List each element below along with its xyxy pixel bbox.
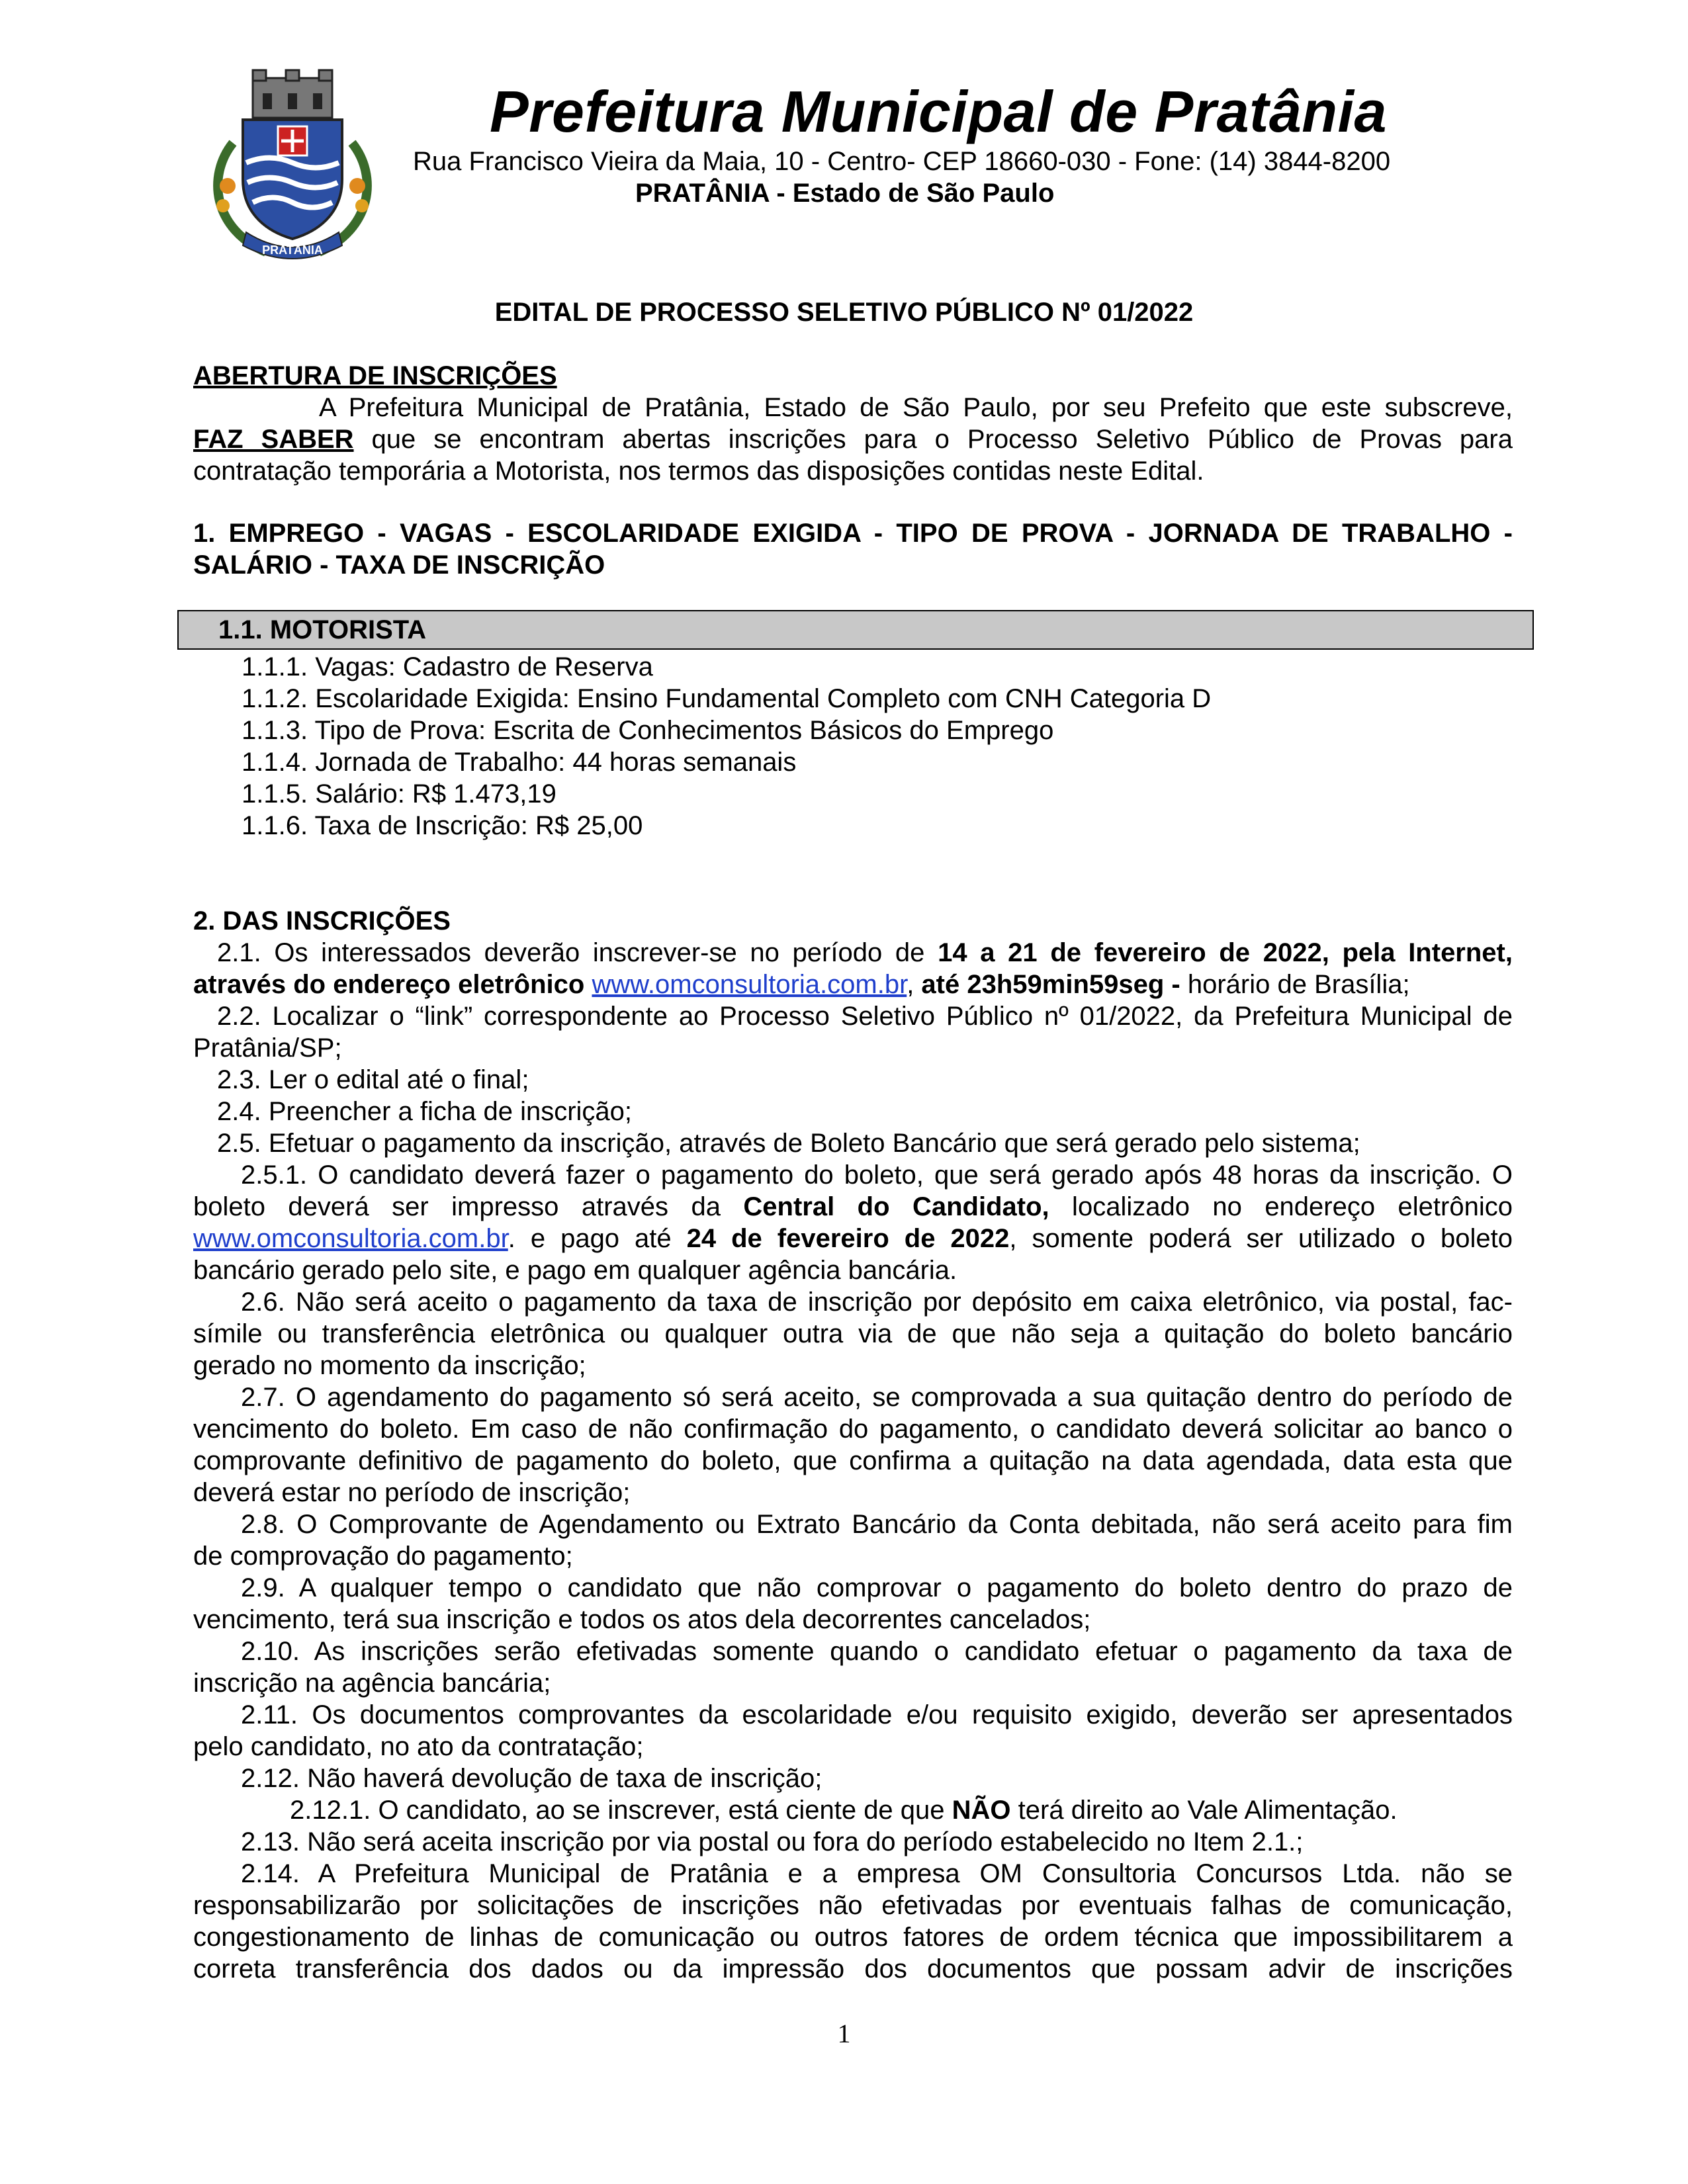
s2-1-text-c: através do endereço eletrônico — [193, 970, 592, 999]
municipality-title: Prefeitura Municipal de Pratânia — [490, 79, 1387, 144]
s2-10-line-2: inscrição na agência bancária; — [193, 1669, 551, 1698]
payment-deadline: 24 de fevereiro de 2022 — [686, 1224, 1010, 1253]
section-2-heading: 2. DAS INSCRIÇÕES — [193, 906, 451, 936]
abertura-line-2-text: que se encontram abertas inscrições para o Processo Seletivo Público de Provas para — [353, 425, 1513, 454]
s2-12-1 — [290, 1794, 1398, 1826]
s2-5-1-line-3 — [193, 1223, 1513, 1254]
page-number: 1 — [837, 2019, 851, 2048]
s2-7-line-2: vencimento do boleto. Em caso de não confirmação do pagamento, o candidato deverá solicitar ao banco o — [193, 1415, 1513, 1444]
abertura-line-1: A Prefeitura Municipal de Pratânia, Estado de São Paulo, por seu Prefeito que este subscreve, — [319, 393, 1513, 422]
municipal-crest-logo — [193, 64, 392, 262]
municipality-state: PRATÂNIA - Estado de São Paulo — [635, 179, 1055, 208]
s2-5: 2.5. Efetuar o pagamento da inscrição, através de Boleto Bancário que será gerado pelo sistema; — [217, 1129, 1360, 1158]
s2-1-text-a: 2.1. Os interessados deverão inscrever-se no período de — [217, 938, 938, 967]
municipality-address: Rua Francisco Vieira da Maia, 10 - Centro- CEP 18660-030 - Fone: (14) 3844-8200 — [413, 147, 1391, 176]
s2-11-line-2: pelo candidato, no ato da contratação; — [193, 1732, 644, 1761]
s2-6-line-3: gerado no momento da inscrição; — [193, 1351, 586, 1380]
s2-12-1-text-a: 2.12.1. O candidato, ao se inscrever, está ciente de que — [290, 1796, 952, 1825]
s2-5-1-text-a: boleto deverá ser impresso através da — [193, 1192, 744, 1221]
document-title: EDITAL DE PROCESSO SELETIVO PÚBLICO Nº 01/2022 — [494, 298, 1194, 327]
s2-2-line-1: 2.2. Localizar o “link” correspondente ao Processo Seletivo Público nº 01/2022, da Prefeitura Municipal de — [217, 1002, 1513, 1031]
s2-1-comma: , — [907, 970, 922, 999]
motorista-box — [177, 610, 1534, 650]
s2-7-line-4: deverá estar no período de inscrição; — [193, 1478, 631, 1507]
s2-1-period: 14 a 21 de fevereiro de 2022, pela Internet, — [938, 938, 1513, 967]
s2-13: 2.13. Não será aceita inscrição por via postal ou fora do período estabelecido no Item 2.1.; — [241, 1827, 1304, 1856]
item-1-1-1: 1.1.1. Vagas: Cadastro de Reserva — [242, 652, 653, 681]
s2-4: 2.4. Preencher a ficha de inscrição; — [217, 1097, 633, 1126]
s2-1-timezone: horário de Brasília; — [1187, 970, 1410, 999]
s2-1-line-1 — [193, 937, 1513, 969]
s2-7-line-3: comprovante definitivo de pagamento do boleto, que confirma a quitação na data agendada, data esta que — [193, 1446, 1513, 1475]
s2-12-1-text-c: terá direito ao Vale Alimentação. — [1010, 1796, 1398, 1825]
s2-9-line-2: vencimento, terá sua inscrição e todos os atos dela decorrentes cancelados; — [193, 1605, 1091, 1634]
s2-14-line-3: congestionamento de linhas de comunicação ou outros fatores de ordem técnica que impossibilitarem a — [193, 1923, 1513, 1952]
s2-1-line-2 — [193, 969, 1410, 1000]
omconsultoria-link-2[interactable]: www.omconsultoria.com.br — [193, 1224, 508, 1253]
s2-6-line-1: 2.6. Não será aceito o pagamento da taxa de inscrição por depósito em caixa eletrônico, via postal, fac- — [241, 1288, 1513, 1317]
s2-8-line-2: de comprovação do pagamento; — [193, 1542, 573, 1571]
s2-5-1-text-c: localizado no endereço eletrônico — [1049, 1192, 1513, 1221]
s2-8-line-1: 2.8. O Comprovante de Agendamento ou Extrato Bancário da Conta debitada, não será aceito para fim — [241, 1510, 1513, 1539]
s2-14-line-1: 2.14. A Prefeitura Municipal de Pratânia e a empresa OM Consultoria Concursos Ltda. não se — [241, 1859, 1513, 1888]
abertura-line-3: contratação temporária a Motorista, nos termos das disposições contidas neste Edital. — [193, 457, 1204, 486]
s2-7-line-1: 2.7. O agendamento do pagamento só será aceito, se comprovada a sua quitação dentro do período de — [241, 1383, 1513, 1412]
item-1-1-2: 1.1.2. Escolaridade Exigida: Ensino Fundamental Completo com CNH Categoria D — [242, 684, 1212, 713]
s2-14-line-4: correta transferência dos dados ou da impressão dos documentos que possam advir de inscrições — [193, 1954, 1513, 1984]
item-1-1-5: 1.1.5. Salário: R$ 1.473,19 — [242, 779, 556, 808]
abertura-heading: ABERTURA DE INSCRIÇÕES — [193, 361, 557, 390]
s2-10-line-1: 2.10. As inscrições serão efetivadas somente quando o candidato efetuar o pagamento da taxa de — [241, 1637, 1513, 1666]
crest-ribbon-text: PRATÂNIA — [262, 243, 323, 257]
s2-5-1-text-d: , somente poderá ser utilizado o boleto — [1009, 1224, 1513, 1253]
central-do-candidato: Central do Candidato, — [743, 1192, 1049, 1221]
item-1-1-4: 1.1.4. Jornada de Trabalho: 44 horas semanais — [242, 748, 797, 777]
nao-emphasis: NÃO — [952, 1796, 1011, 1825]
s2-1-deadline: até 23h59min59seg - — [921, 970, 1188, 999]
s2-5-1-line-2 — [193, 1191, 1513, 1223]
s2-2-line-2: Pratânia/SP; — [193, 1033, 342, 1063]
s2-5-1-line-1: 2.5.1. O candidato deverá fazer o pagamento do boleto, que será gerado após 48 horas da inscrição. O — [241, 1160, 1513, 1190]
s2-12: 2.12. Não haverá devolução de taxa de inscrição; — [241, 1764, 822, 1793]
item-1-1-3: 1.1.3. Tipo de Prova: Escrita de Conhecimentos Básicos do Emprego — [242, 716, 1054, 745]
section-1-heading-line-2: SALÁRIO - TAXA DE INSCRIÇÃO — [193, 550, 605, 580]
omconsultoria-link[interactable]: www.omconsultoria.com.br — [592, 970, 907, 999]
motorista-box-label: 1.1. MOTORISTA — [218, 615, 427, 644]
s2-5-1-text-b: . e pago até — [508, 1224, 687, 1253]
s2-9-line-1: 2.9. A qualquer tempo o candidato que não comprovar o pagamento do boleto dentro do prazo de — [241, 1573, 1513, 1602]
faz-saber: FAZ SABER — [193, 425, 354, 454]
item-1-1-6: 1.1.6. Taxa de Inscrição: R$ 25,00 — [242, 811, 643, 840]
s2-14-line-2: responsabilizarão por solicitações de inscrições não efetivadas por eventuais falhas de comunicação, — [193, 1891, 1513, 1920]
s2-5-1-line-4: bancário gerado pelo site, e pago em qualquer agência bancária. — [193, 1256, 957, 1285]
section-1-heading-line-1: 1. EMPREGO - VAGAS - ESCOLARIDADE EXIGIDA - TIPO DE PROVA - JORNADA DE TRABALHO - — [193, 519, 1513, 548]
s2-3: 2.3. Ler o edital até o final; — [217, 1065, 529, 1094]
abertura-line-2 — [193, 423, 1513, 455]
s2-11-line-1: 2.11. Os documentos comprovantes da escolaridade e/ou requisito exigido, deverão ser apresentados — [241, 1700, 1513, 1729]
s2-6-line-2: símile ou transferência eletrônica ou qualquer outra via de que não seja a quitação do boleto bancário — [193, 1319, 1513, 1348]
